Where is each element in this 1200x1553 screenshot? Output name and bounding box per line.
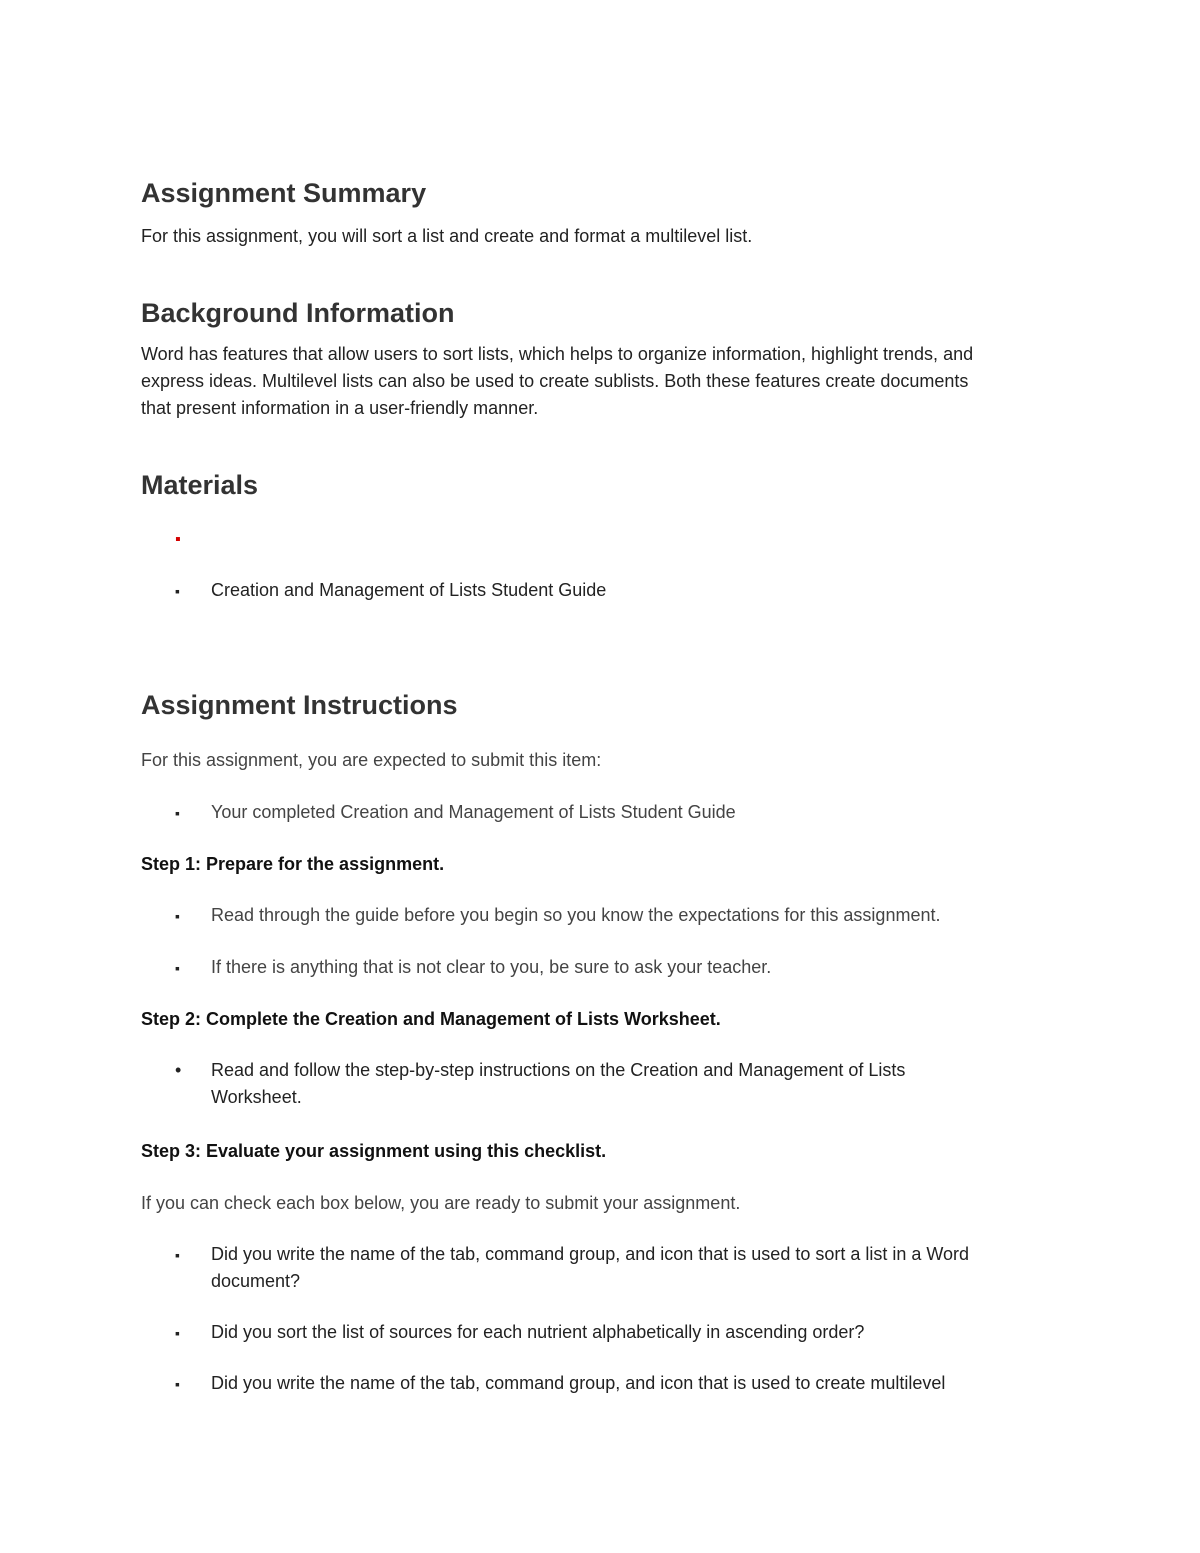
list-bullet: ▪ xyxy=(175,908,180,924)
list-bullet: ▪ xyxy=(175,1247,180,1263)
empty-list-bullet: ▪ xyxy=(175,531,181,548)
materials-item: Creation and Management of Lists Student Guide xyxy=(211,580,607,600)
instructions-intro: For this assignment, you are expected to submit this item: xyxy=(141,750,602,770)
step-2-item-line-2: Worksheet. xyxy=(211,1087,302,1107)
list-bullet: • xyxy=(175,1060,182,1080)
background-line-3: that present information in a user-friendly manner. xyxy=(141,398,539,418)
step-3-label: Step 3: Evaluate your assignment using this checklist. xyxy=(141,1141,607,1161)
list-bullet: ▪ xyxy=(175,1325,180,1341)
list-bullet: ▪ xyxy=(175,1376,180,1392)
assignment-summary-heading: Assignment Summary xyxy=(141,178,427,208)
checklist-item-1-line-1: Did you write the name of the tab, command group, and icon that is used to sort a list in a Word xyxy=(211,1244,970,1264)
step-1-label: Step 1: Prepare for the assignment. xyxy=(141,854,445,874)
list-bullet: ▪ xyxy=(175,960,180,976)
materials-heading: Materials xyxy=(141,470,259,500)
step-2-label: Step 2: Complete the Creation and Management of Lists Worksheet. xyxy=(141,1009,721,1029)
background-heading: Background Information xyxy=(141,298,455,328)
list-bullet: ▪ xyxy=(175,805,180,821)
checklist-item-2: Did you sort the list of sources for each nutrient alphabetically in ascending order? xyxy=(211,1322,865,1342)
checklist-item-3: Did you write the name of the tab, command group, and icon that is used to create multilevel xyxy=(211,1373,946,1393)
summary-text: For this assignment, you will sort a list and create and format a multilevel list. xyxy=(141,226,753,246)
background-line-2: express ideas. Multilevel lists can also be used to create sublists. Both these features create documents xyxy=(141,371,969,391)
step-3-intro: If you can check each box below, you are ready to submit your assignment. xyxy=(141,1193,741,1213)
background-line-1: Word has features that allow users to sort lists, which helps to organize information, highlight trends, and xyxy=(141,344,974,364)
step-1-item-2: If there is anything that is not clear to you, be sure to ask your teacher. xyxy=(211,957,772,977)
submit-item: Your completed Creation and Management of Lists Student Guide xyxy=(211,802,736,822)
checklist-item-1-line-2: document? xyxy=(211,1271,301,1291)
step-1-item-1: Read through the guide before you begin so you know the expectations for this assignment. xyxy=(211,905,941,925)
assignment-instructions-heading: Assignment Instructions xyxy=(141,690,458,720)
step-2-item-line-1: Read and follow the step-by-step instructions on the Creation and Management of Lists xyxy=(211,1060,906,1080)
list-bullet: ▪ xyxy=(175,583,180,599)
